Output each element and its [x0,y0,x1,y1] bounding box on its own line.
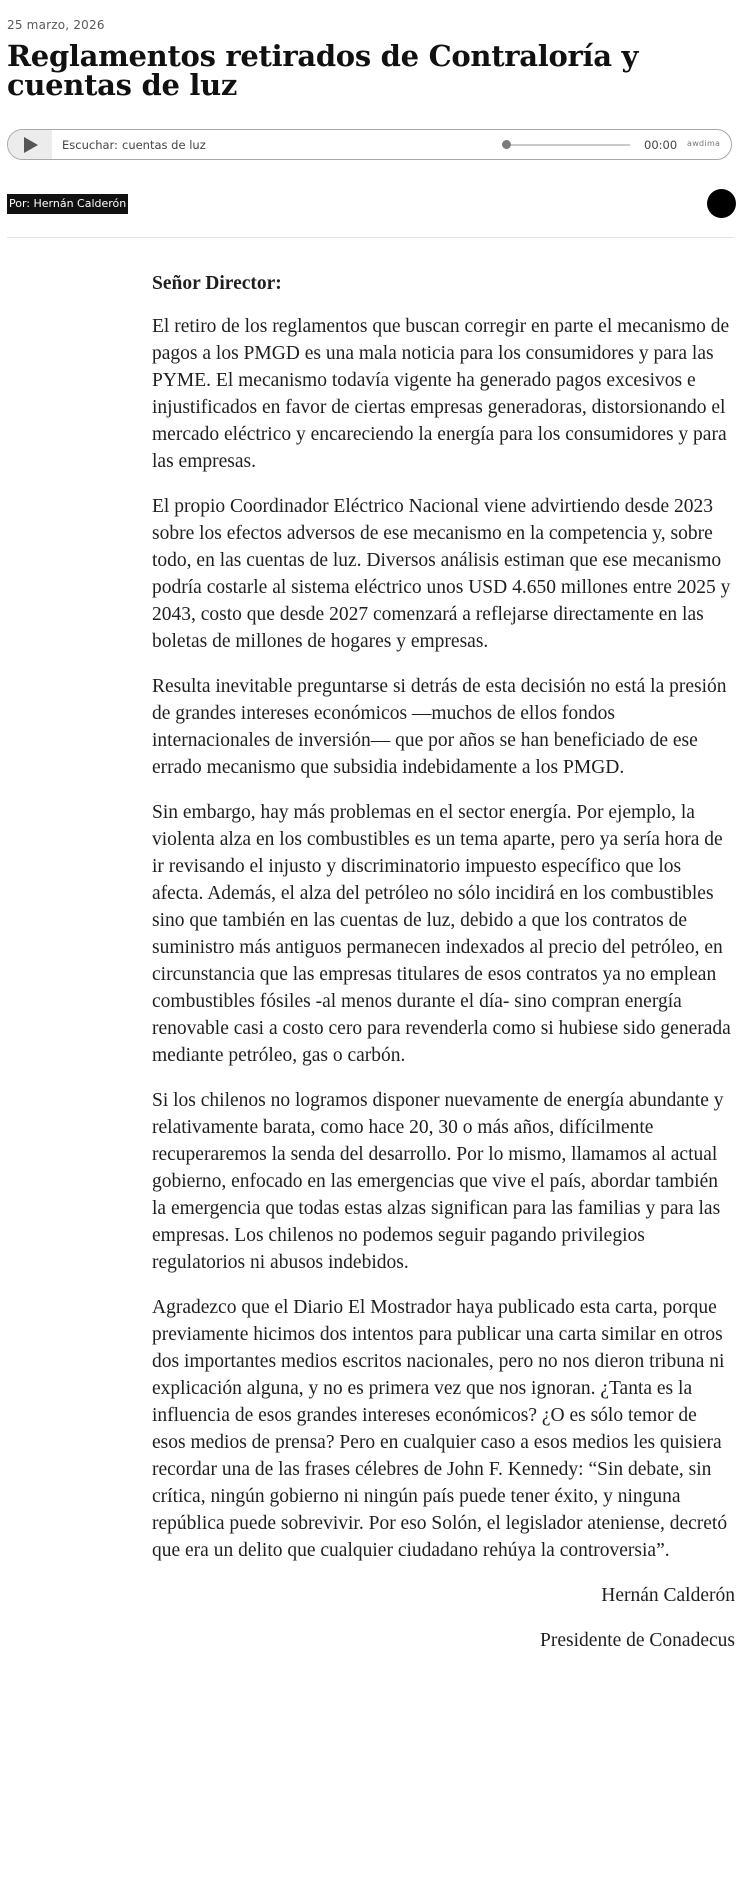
article-title: Reglamentos retirados de Contraloría y cuentas de luz [7,39,639,102]
play-button[interactable] [8,130,52,159]
listen-label: Escuchar: [62,138,118,152]
signature-name: Hernán Calderón [601,1585,735,1606]
playback-time: 00:00 [644,138,678,152]
track-title: cuentas de luz [122,138,206,152]
letter-paragraph: Sin embargo, hay más problemas en el sector energía. Por ejemplo, la violenta alza en los combustibles es un tema aparte, pero ya sería hora de ir revisando el injusto y discriminatorio impuesto específico que los afecta. Además, el alza del petróleo no sólo incidirá en los combustibles sino que también en las cuentas de luz, debido a que los contratos de suministro más antiguos permanecen indexados al precio del petróleo, en circunstancia que las empresas titulares de esos contratos ya no emplean combustibles fósiles -al menos durante el día- sino compran energía renovable casi a costo cero para revenderla como si hubiese sido generada mediante petróleo, gas o carbón. [152,802,731,1066]
letter-salutation: Señor Director: [152,273,282,294]
letter-paragraph: El propio Coordinador Eléctrico Nacional viene advirtiendo desde 2023 sobre los efectos adversos de ese mecanismo en la competencia y, sobre todo, en las cuentas de luz. Diversos análisis estiman que ese mecanismo podría costarle al sistema eléctrico unos USD 4.650 millones entre 2025 y 2043, costo que desde 2027 comenzará a reflejarse directamente en las boletas de millones de hogares y empresas. [152,496,731,652]
header-divider [7,237,734,238]
letter-paragraph: Si los chilenos no logramos disponer nuevamente de energía abundante y relativamente barata, como hace 20, 30 o más años, difícilmente recuperaremos la senda del desarrollo. Por lo mismo, llamamos al actual gobierno, enfocado en las emergencias que vive el país, abordar también la emergencia que todas estas alzas significan para las familias y para las empresas. Los chilenos no podemos seguir pagando privilegios regulatorios ni abusos indebidos. [152,1090,724,1273]
audio-player [7,129,732,160]
article-date: 25 marzo, 2026 [7,18,105,32]
letter-paragraph: Resulta inevitable preguntarse si detrás de esta decisión no está la presión de grandes intereses económicos —muchos de ellos fondos internacionales de inversión— que por años se han beneficiado de ese errado mecanismo que subsidia indebidamente a los PMGD. [152,676,727,778]
letter-paragraph: Agradezco que el Diario El Mostrador haya publicado esta carta, porque previamente hicimos dos intentos para publicar una carta similar en otros dos importantes medios escritos nacionales, pero no nos dieron tribuna ni explicación alguna, y no es primera vez que nos ignoran. ¿Tanta es la influencia de esos grandes intereses económicos? ¿O es sólo temor de esos medios de prensa? Pero en cualquier caso a esos medios les quisiera recordar una de las frases célebres de John F. Kennedy: “Sin debate, sin crítica, ningún gobierno ni ningún país puede tener éxito, y ninguna república puede sobrevivir. Por eso Solón, el legislador ateniense, decretó que era un delito que cualquier ciudadano rehúya la controversia”. [152,1297,728,1561]
circle-button[interactable] [707,189,736,218]
progress-bar[interactable] [506,144,630,146]
signature-title: Presidente de Conadecus [540,1630,735,1651]
letter-paragraph: El retiro de los reglamentos que buscan corregir en parte el mecanismo de pagos a los PMGD es una mala noticia para los consumidores y para las PYME. El mecanismo todavía vigente ha generado pagos excesivos e injustificados en favor de ciertas empresas generadoras, distorsionando el mercado eléctrico y encareciendo la energía para los consumidores y para las empresas. [152,316,730,472]
player-brand: awdima [687,139,721,148]
play-icon [24,137,38,153]
author-byline[interactable]: Por: Hernán Calderón [7,194,128,214]
progress-handle[interactable] [502,140,511,149]
letter-body [152,270,735,1672]
